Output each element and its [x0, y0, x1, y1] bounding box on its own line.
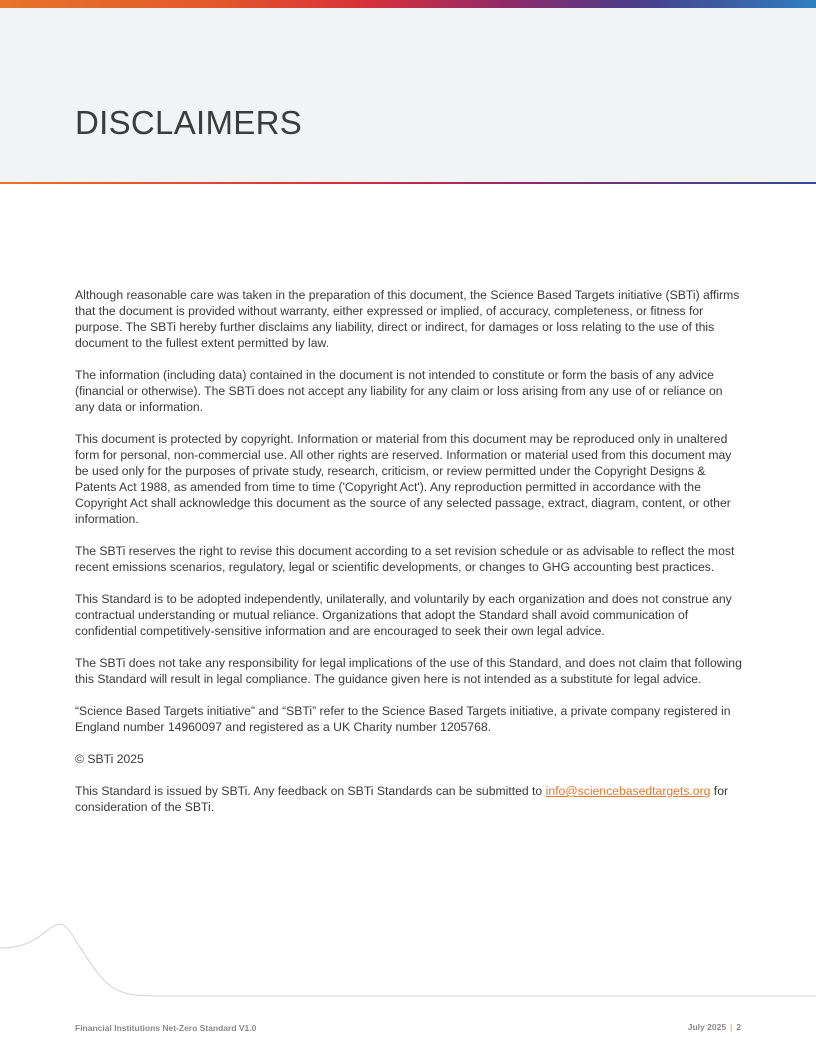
- paragraph-information: The information (including data) contained in the document is not intended to constitute or form the basis of any advice (financial or otherwise). The SBTi does not accept any liability for any claim or loss arising from any use of or reliance on any data or information.: [75, 368, 723, 414]
- paragraph-liability: Although reasonable care was taken in the preparation of this document, the Science Based Targets initiative (SBTi) affirms that the document is provided without warranty, either expressed or implied, of accuracy, completeness, or fitness for purpose. The SBTi hereby further disclaims any liability, direct or indirect, for damages or loss relating to the use of this document to the fullest extent permitted by law.: [75, 288, 740, 350]
- paragraph-copyright: This document is protected by copyright. Information or material from this document may be reproduced only in unaltered form for personal, non-commercial use. All other rights are reserved. Information or material used from this document may be used only for the purposes of private study, research, criticism, or review permitted under the Copyright Designs & Patents Act 1988, as amended from time to time ('Copyright Act'). Any reproduction permitted in accordance with the Copyright Act shall acknowledge this document as the source of any selected passage, extract, diagram, content, or other information.: [75, 432, 732, 526]
- footer-separator: |: [730, 1022, 733, 1032]
- top-gradient-bar: [0, 0, 816, 8]
- header-band: [0, 8, 816, 182]
- feedback-text-after: for consideration of the SBTi.: [75, 784, 729, 814]
- footer-date: July 2025: [687, 1022, 727, 1032]
- footer-page-info: [688, 1022, 741, 1032]
- feedback-text-before: This Standard is issued by SBTi. Any feedback on SBTi Standards can be submitted to: [75, 784, 546, 798]
- footer-document-name: Financial Institutions Net-Zero Standard V1.0: [75, 1023, 257, 1033]
- decorative-wave: [0, 915, 816, 1005]
- paragraph-feedback: [75, 783, 743, 815]
- paragraph-revision: The SBTi reserves the right to revise this document according to a set revision schedule or as advisable to reflect the most recent emissions scenarios, regulatory, legal or scientific developments, or changes to GHG accounting best practices.: [75, 544, 735, 574]
- header-divider: [0, 182, 816, 184]
- paragraph-legal: The SBTi does not take any responsibility for legal implications of the use of this Standard, and does not claim that following this Standard will result in legal compliance. The guidance given here is not intended as a substitute for legal advice.: [75, 656, 742, 686]
- footer-page-number: 2: [736, 1022, 741, 1032]
- paragraph-adoption: This Standard is to be adopted independently, unilaterally, and voluntarily by each organization and does not construe any contractual understanding or mutual reliance. Organizations that adopt the Standard shall avoid communication of confidential competitively-sensitive information and are encouraged to seek their own legal advice.: [75, 592, 732, 638]
- feedback-email-link[interactable]: info@sciencebasedtargets.org: [545, 784, 711, 798]
- paragraph-copyright-notice: © SBTi 2025: [75, 752, 144, 766]
- paragraph-registration: “Science Based Targets initiative” and “SBTi” refer to the Science Based Targets initiative, a private company registered in England number 14960097 and registered as a UK Charity number 1205768.: [75, 704, 731, 734]
- disclaimer-body: [75, 287, 743, 831]
- page-title: DISCLAIMERS: [75, 104, 303, 141]
